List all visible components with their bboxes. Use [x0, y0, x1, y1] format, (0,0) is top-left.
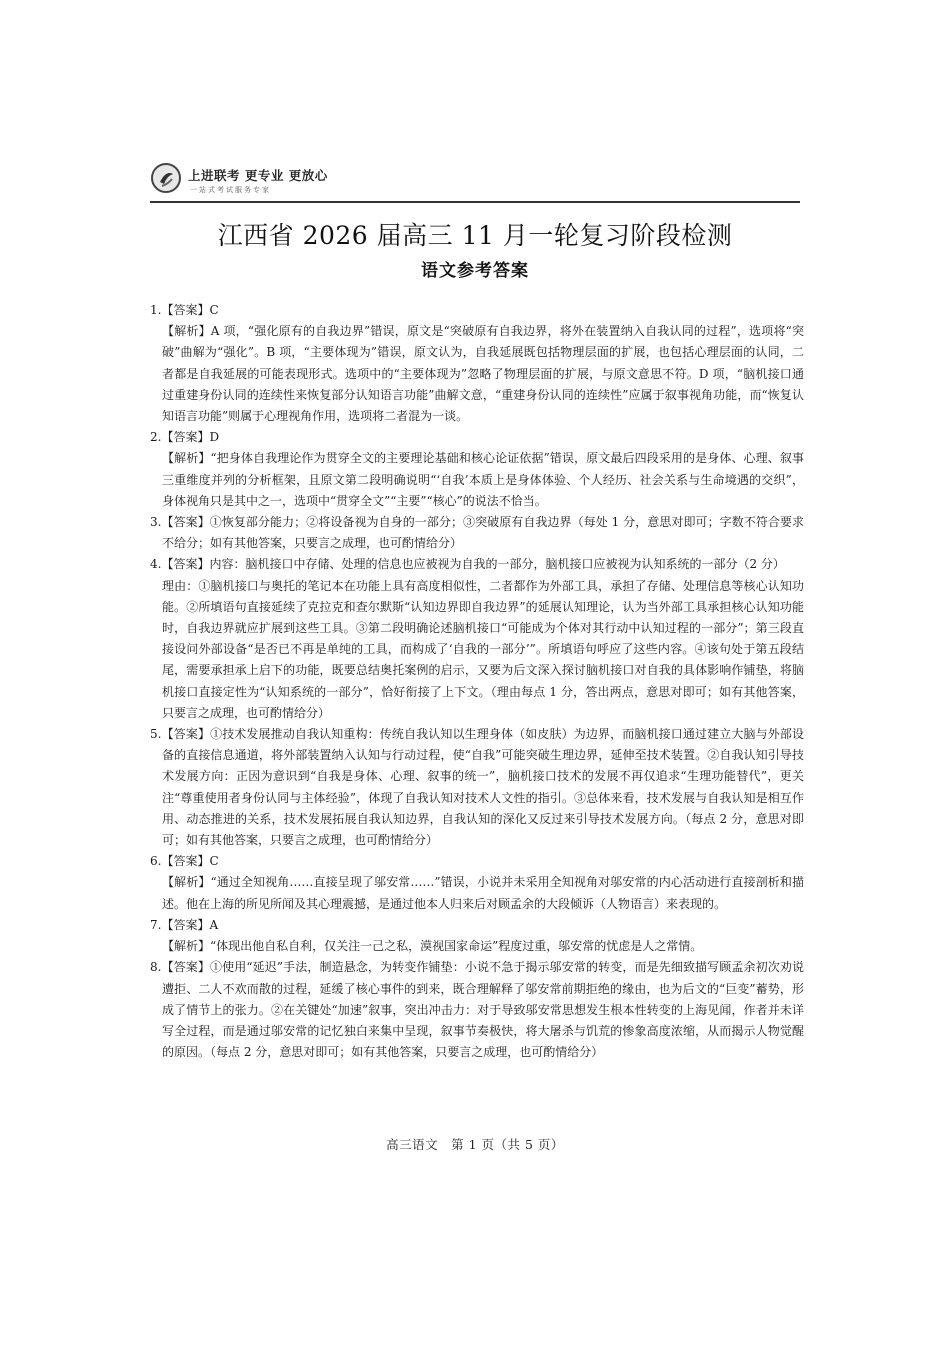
- page-header: [150, 160, 800, 206]
- question-3: [150, 512, 804, 554]
- brand-logo-icon: [150, 162, 182, 194]
- brand-subtitle: 一站式考试服务专家: [190, 186, 271, 194]
- analysis-text: 【解析】“把身体自我理论作为贯穿全文的主要理论基础和核心论证依据”错误，原文最后四段采用的是身体、心理、叙事三重维度并列的分析框架，且原文第二段明确说明“‘自我’本质上是身体体验、个人经历、社会关系与生命境遇的交织”，身体视角只是其中之一，选项中“贯穿全文”“主要”“核心”的说法不恰当。: [162, 451, 804, 508]
- question-7: [150, 915, 804, 957]
- header-divider: [150, 201, 800, 203]
- answer-list: [150, 300, 804, 1063]
- question-8: [150, 957, 804, 1063]
- question-4: [150, 554, 804, 724]
- page-subtitle: 语文参考答案: [421, 261, 529, 281]
- page-title: 江西省 2026 届高三 11 月一轮复习阶段检测: [217, 221, 733, 250]
- question-1: [150, 300, 804, 427]
- answer-line: 7.【答案】A: [150, 917, 219, 932]
- answer-line: 8.【答案】①使用“延迟”手法，制造悬念，为转变作铺垫：小说不急于揭示邬安常的转变，而是先细致描写顾孟余初次劝说遭拒、二人不欢而散的过程，延缓了核心事件的到来，既合理解释了邬安常前期拒绝的缘由，也为后文的“巨变”蓄势，形成了情节上的张力。②在关键处“加速”叙事，突出冲击力：对于导致邬安常思想发生根本性转变的上海见闻，作者并未详写全过程，而是通过邬安常的记忆独白来集中呈现，叙事节奏极快，将大屠杀与饥荒的惨象高度浓缩，从而揭示人物觉醒的原因。（每点 2 分，意思对即可；如有其他答案，只要言之成理，也可酌情给分）: [150, 960, 804, 1060]
- brand-slogan: 上进联考 更专业 更放心: [188, 168, 328, 183]
- analysis-text: 【解析】A 项，“强化原有的自我边界”错误，原文是“突破原有自我边界，将外在装置纳入自我认同的过程”，选项将“突破”曲解为“强化”。B 项，“主要体现为”错误，原文认为，自我延展既包括物理层面的扩展，也包括心理层面的认同，二者都是自我延展的可能表现形式。选项中的“主要体现为”忽略了物理层面的扩展，与原文意思不符。D 项，“脑机接口通过重建身份认同的连续性来恢复部分认知语言功能”曲解文意，“重建身份认同的连续性”应属于叙事视角功能，而“恢复认知语言功能”则属于心理视角作用，选项将二者混为一谈。: [162, 324, 804, 424]
- question-5: [150, 724, 804, 851]
- answer-line: 6.【答案】C: [150, 854, 219, 869]
- analysis-text: 理由：①脑机接口与奥托的笔记本在功能上具有高度相似性，二者都作为外部工具，承担了存储、处理信息等核心认知功能。②所填语句直接延续了克拉克和查尔默斯“认知边界即自我边界”的延展认知理论，认为当外部工具承担核心认知功能时，自我边界就应扩展到这些工具。③第二段明确论述脑机接口“可能成为个体对其行动中认知过程的一部分”；第三段直接设问外部设备“是否已不再是单纯的工具，而构成了‘自我的一部分’”。所填语句呼应了这些内容。④该句处于第五段结尾，需要承担承上启下的功能，既要总结奥托案例的启示，又要为后文深入探讨脑机接口对自我的具体影响作铺垫，将脑机接口直接定性为“认知系统的一部分”，恰好衔接了上下文。（理由每点 1 分，答出两点，意思对即可；如有其他答案，只要言之成理，也可酌情给分）: [162, 578, 804, 720]
- answer-line: 4.【答案】内容：脑机接口中存储、处理的信息也应被视为自我的一部分，脑机接口应被视为认知系统的一部分（2 分）: [150, 557, 785, 572]
- analysis-text: 【解析】“体现出他自私自利，仅关注一己之私，漠视国家命运”程度过重，邬安常的忧虑是人之常情。: [162, 939, 703, 954]
- answer-line: 3.【答案】①恢复部分能力；②将设备视为自身的一部分；③突破原有自我边界（每处 1 分，意思对即可；字数不符合要求不给分；如有其他答案，只要言之成理，也可酌情给分）: [150, 515, 804, 551]
- answer-line: 5.【答案】①技术发展推动自我认知重构：传统自我认知以生理身体（如皮肤）为边界，而脑机接口通过建立大脑与外部设备的直接信息通道，将外部装置纳入认知与行动过程，使“自我”可能突破生理边界，延伸至技术装置。②自我认知引导技术发展方向：正因为意识到“自我是身体、心理、叙事的统一”，脑机接口技术的发展不再仅追求“生理功能替代”，更关注“尊重使用者身份认同与主体经验”，体现了自我认知对技术人文性的指引。③总体来看，技术发展与自我认知是相互作用、动态推进的关系，技术发展拓展自我认知边界，自我认知的深化又反过来引导技术发展方向。（每点 2 分，意思对即可；如有其他答案，只要言之成理，也可酌情给分）: [150, 727, 804, 848]
- page-footer: 高三语文 第 1 页（共 5 页）: [386, 1137, 564, 1152]
- question-2: [150, 427, 804, 512]
- question-6: [150, 851, 804, 915]
- answer-line: 2.【答案】D: [150, 430, 220, 445]
- analysis-text: 【解析】“通过全知视角……直接呈现了邬安常……”错误，小说并未采用全知视角对邬安常的内心活动进行直接剖析和描述。他在上海的所见所闻及其心理震撼，是通过他本人归来后对顾孟余的大段倾诉（人物语言）来表现的。: [162, 875, 804, 911]
- answer-line: 1.【答案】C: [150, 303, 219, 317]
